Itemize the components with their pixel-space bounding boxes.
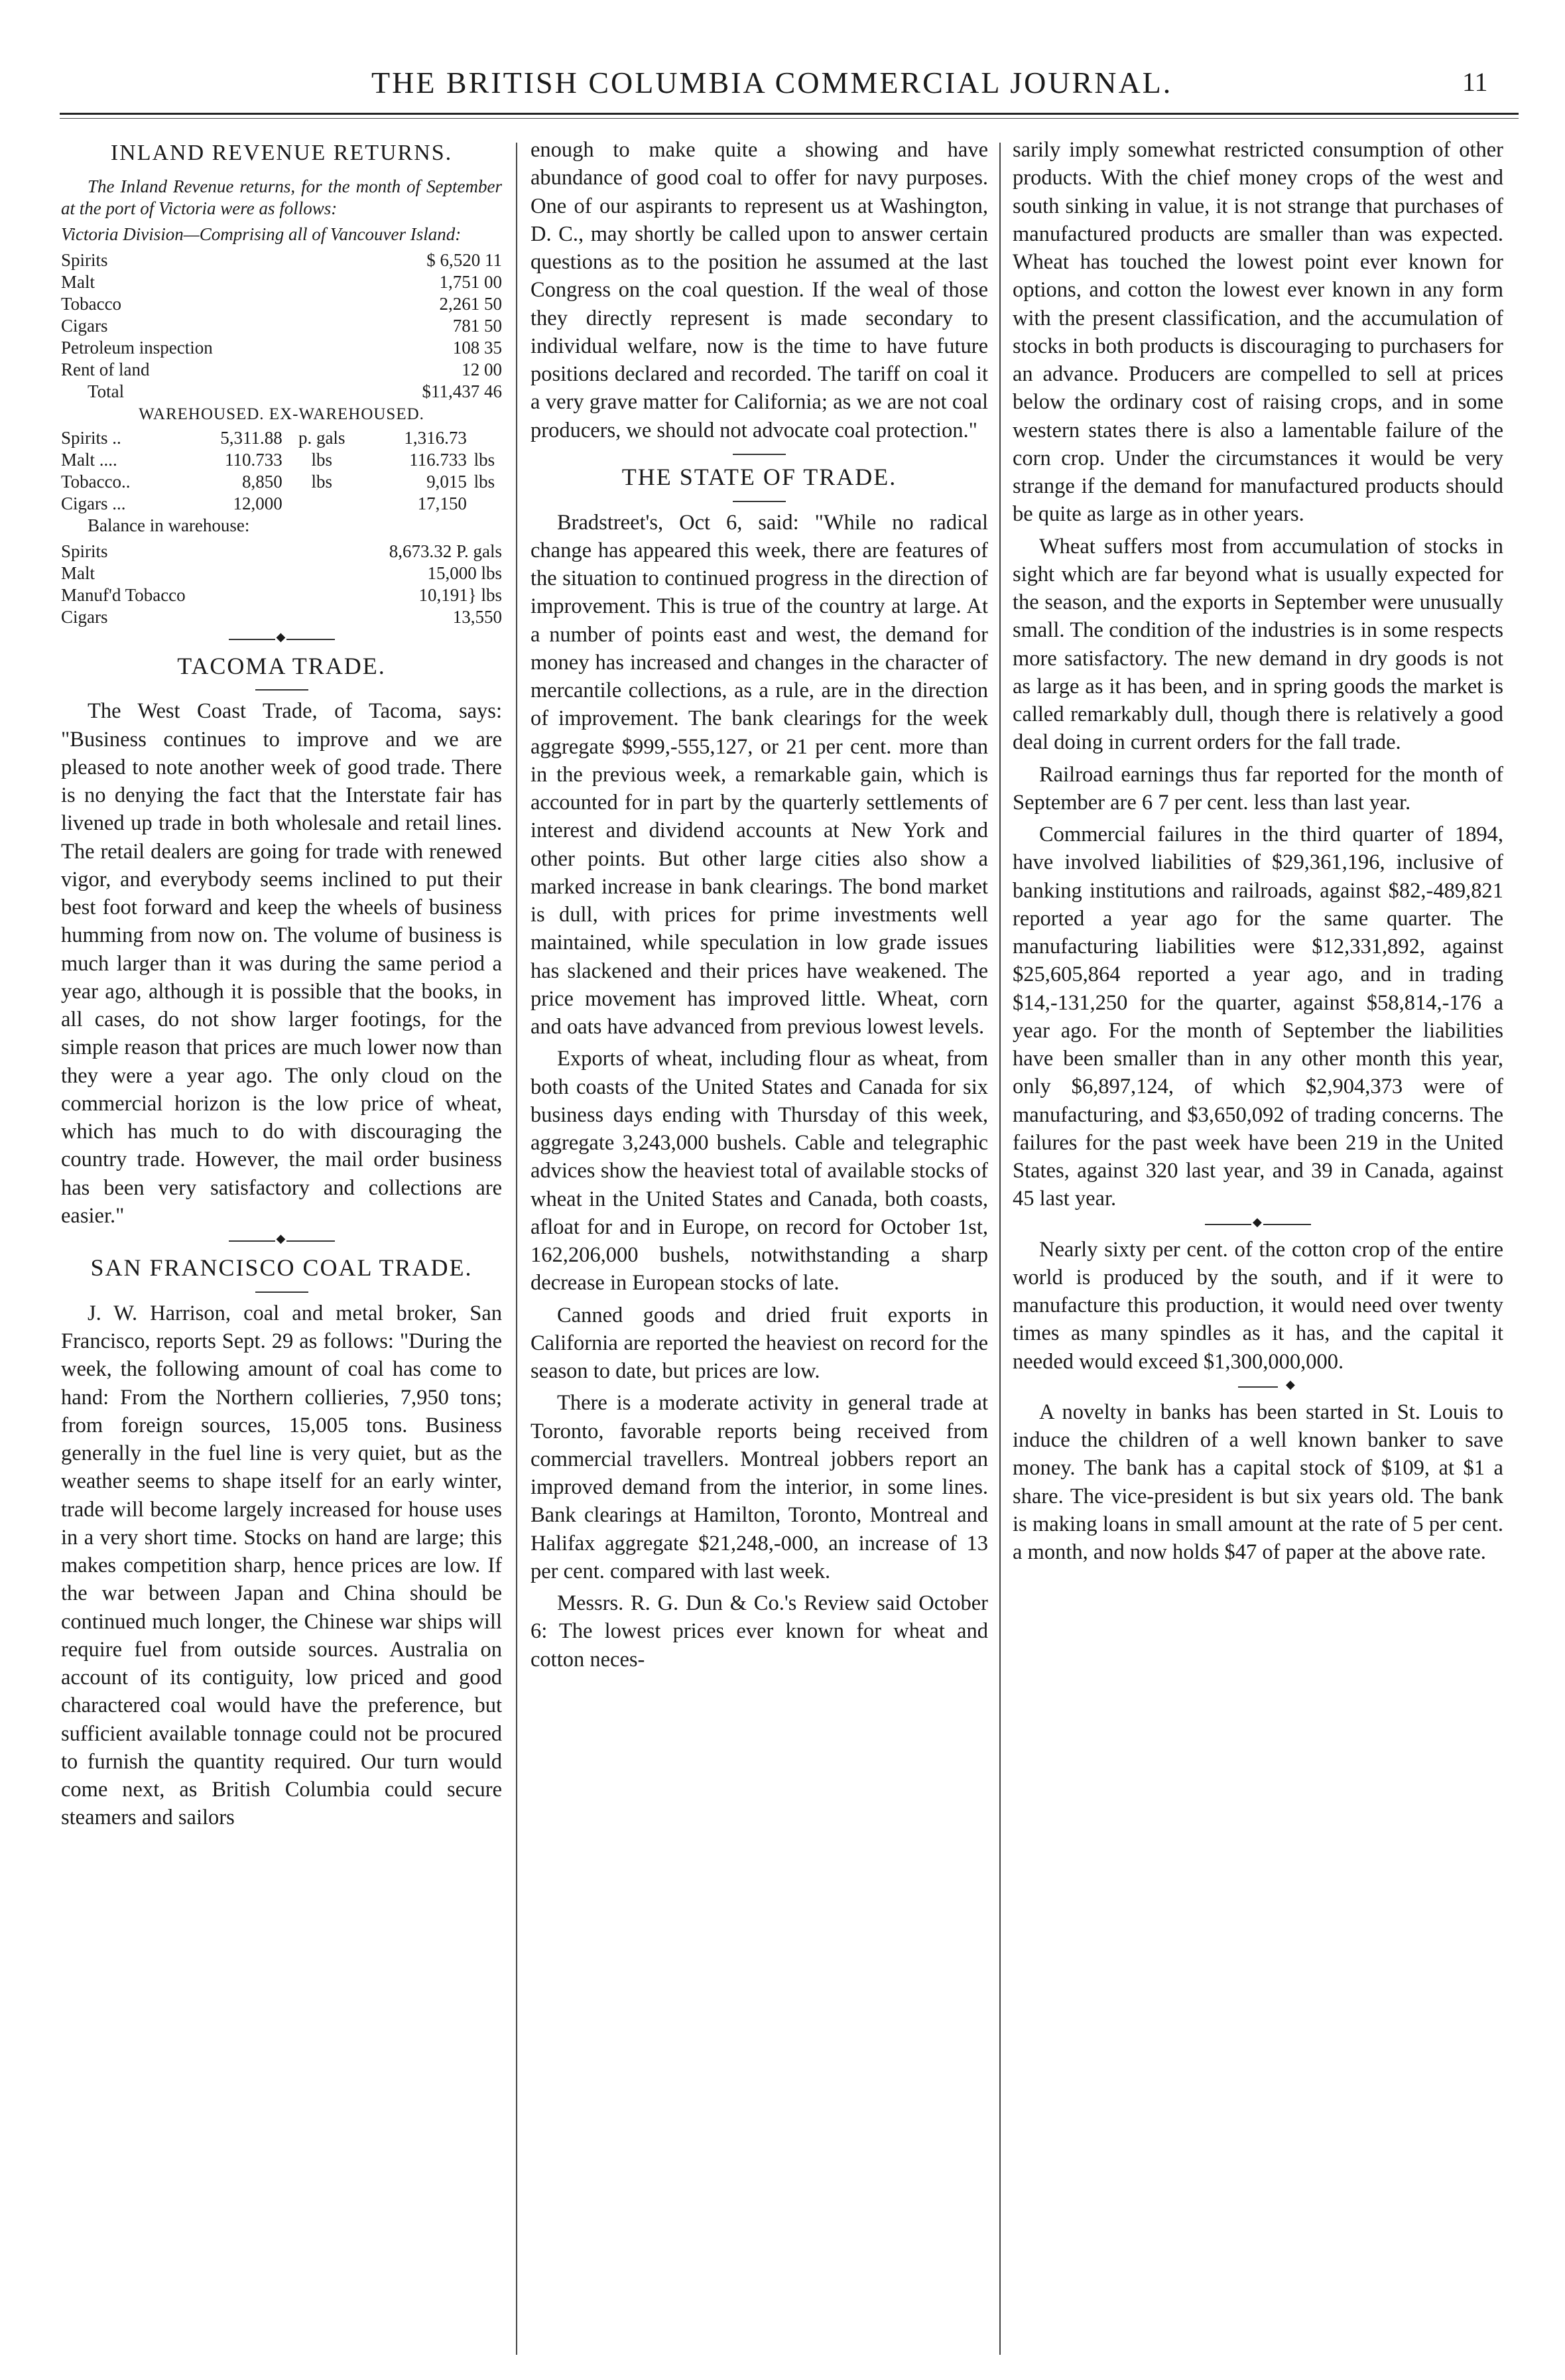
balance-label: Manuf'd Tobacco [61,584,186,605]
tacoma-trade-heading: TACOMA TRADE. [177,652,386,679]
warehoused-value: 110.733 [225,450,282,470]
trade-paragraph: sarily imply somewhat restricted consumption of other products. With the chief money crops of the west and south sinking in value, it is not strange that purchases of manufactured products are smaller than was expected. Wheat has touched the lowest point ever known for options, and cotton the lowest ever known in any form with the present classification, and the accumulation of stocks in both products is discouraging to purchasers for an advance. Producers are compelled to sell at prices below the ordinary cost of raising crops, and in some western states there is also a lamentable failure of the corn crop. Under the circumstances it would be very strange if the demand for manufactured products should be quite as large as in other years. [1013,138,1503,527]
column-1 [61,136,502,1836]
table-row [61,449,502,471]
column-2 [531,136,988,1678]
victoria-division-label: Victoria Division—Comprising all of Vancouver Island: [61,224,462,245]
ex-warehoused-value: 9,015 [426,471,467,492]
inland-revenue-heading: INLAND REVENUE RETURNS. [110,141,453,165]
balance-value: 13,550 [452,606,502,627]
state-of-trade-paragraph: Exports of wheat, including flour as wheat, from both coasts of the United States and Canada for six business days ending with Thursday of this week, aggregate 3,243,000 bushels. Cable and telegraphic advices show the heaviest total of available stocks of wheat in the United States and Canada, both coasts, afloat for and in Europe, on record for October 1st, 162,206,000 bushels, notwithstanding a sharp decrease in European stocks of late. [531,1047,988,1295]
balance-label: Spirits [61,541,108,561]
page-number: 11 [1462,67,1488,97]
ex-warehoused-unit [467,427,502,449]
warehouse-heading: WAREHOUSED. EX-WAREHOUSED. [139,405,424,423]
section-separator [1205,1224,1311,1225]
column-divider-2 [999,143,1001,2355]
table-row [61,359,502,381]
warehoused-value: 5,311.88 [220,428,282,448]
revenue-value: $ 6,520 11 [426,250,502,270]
section-separator-short [1238,1386,1278,1388]
revenue-total-label: Total [88,381,125,401]
balance-label: Malt [61,562,95,583]
heading-rule [255,689,308,691]
ex-warehoused-value: 1,316.73 [404,428,467,448]
section-separator [229,1240,335,1242]
table-row [61,584,502,606]
warehouse-table [61,427,502,515]
state-of-trade-heading: THE STATE OF TRADE. [621,463,897,490]
revenue-label: Rent of land [61,359,150,379]
revenue-label: Malt [61,271,95,292]
ex-warehoused-unit: lbs [473,471,495,492]
warehouse-item: Cigars ... [61,493,126,513]
state-of-trade-paragraph: Messrs. R. G. Dun & Co.'s Review said October 6: The lowest prices ever known for wheat and cotton neces- [531,1591,988,1672]
balance-label: Cigars [61,606,108,627]
warehoused-unit: p. gals [298,428,345,448]
table-row [61,381,502,403]
balance-table [61,541,502,628]
ex-warehoused-value: 17,150 [417,493,467,513]
coal-trade-continued: enough to make quite a showing and have abundance of good coal to offer for navy purposes. One of our aspirants to represent us at Washington, D. C., may shortly be called upon to answer certain questions as to the position he assumed at the last Congress on the coal question. If the weal of those they directly represent is made secondary to individual welfare, now is the time to have future positions declared and recorded. The tariff on coal it a very grave matter for California; as we are not coal producers, we should not advocate coal protection." [531,138,988,442]
revenue-label: Petroleum inspection [61,337,213,358]
table-row [61,493,502,515]
revenue-label: Spirits [61,250,108,270]
coal-trade-heading: SAN FRANCISCO COAL TRADE. [90,1254,473,1282]
tacoma-trade-paragraph: The West Coast Trade, of Tacoma, says: "Business continues to improve and we are pleased to note another week of good trade. There is no denying the fact that the Interstate fair has livened up trade in both wholesale and retail lines. The retail dealers are going for trade with renewed vigor, and everybody seems inclined to put their best foot forward and keep the wheels of business humming from now on. The volume of business is much larger than it was during the same period a year ago, although it is possible that the books, in all cases, do not show larger footings, for the simple reason that prices are much lower now than they were a year ago. The only cloud on the commercial horizon is the low price of wheat, which has much to do with discouraging the country trade. However, the mail order business has been very satisfactory and collections are easier." [61,699,502,1228]
header-rule-thin [60,118,1519,119]
inland-revenue-intro: The Inland Revenue returns, for the month of September at the port of Victoria were as follows: [61,176,502,219]
warehoused-unit [282,493,361,515]
table-row [61,541,502,562]
table-row [61,271,502,293]
balance-value: 10,191} lbs [418,584,502,605]
ex-warehoused-unit [467,493,502,515]
revenue-value: 12 00 [462,359,502,379]
warehoused-value: 12,000 [233,493,282,513]
state-of-trade-paragraph: Canned goods and dried fruit exports in California are reported the heaviest on record for the season to date, but prices are low. [531,1303,988,1384]
table-row [61,562,502,584]
heading-rule [733,454,786,455]
header-rule [60,113,1519,115]
page-masthead: THE BRITISH COLUMBIA COMMERCIAL JOURNAL. [371,66,1173,99]
revenue-table [61,249,502,403]
trade-paragraph: Wheat suffers most from accumulation of stocks in sight which are far beyond what is usually expected for the season, and the exports in September were unusually small. The condition of the industries is in some respects more satisfactory. The new demand in dry goods is not as large as it has been, and in spring goods the market is called remarkably dull, though there is relatively a good deal doing in current orders for the fall trade. [1013,534,1503,755]
ex-warehoused-value: 116.733 [409,450,467,470]
revenue-value: 1,751 00 [439,271,502,292]
warehoused-value: 8,850 [242,471,282,492]
revenue-total-value: $11,437 46 [422,381,502,401]
table-row [61,606,502,628]
balance-value: 8,673.32 P. gals [389,541,502,561]
table-row [61,315,502,337]
heading-rule [255,1291,308,1293]
revenue-value: 2,261 50 [439,293,502,314]
revenue-label: Cigars [61,315,108,336]
trade-paragraph: Railroad earnings thus far reported for the month of September are 6 7 per cent. less than last year. [1013,762,1503,815]
column-3 [1013,136,1503,1570]
coal-trade-paragraph: J. W. Harrison, coal and metal broker, San Francisco, reports Sept. 29 as follows: "During the week, the following amount of coal has come to hand: From the Northern collieries, 7,950 tons; from foreign sources, 15,005 tons. Business generally in the fuel line is very quiet, but as the weather seems to shape itself for an early winter, trade will become largely increased for house uses in a very short time. Stocks on hand are large; this makes competition sharp, hence prices are low. If the war between Japan and China should be continued much longer, the Chinese war ships will require fuel from outside sources. Australia on account of its contiguity, low priced and good charactered coal would have the preference, but sufficient available tonnage could not be procured to furnish the quantity required. Our turn would come next, as British Columbia could secure steamers and sailors [61,1301,502,1830]
section-separator [229,639,335,640]
revenue-value: 781 50 [452,315,502,336]
table-row [61,249,502,271]
heading-rule [733,501,786,502]
warehoused-unit: lbs [311,450,332,470]
revenue-label: Tobacco [61,293,122,314]
column-divider-1 [516,143,517,2355]
warehouse-item: Malt .... [61,450,117,470]
table-row [61,293,502,315]
warehouse-item: Tobacco.. [61,471,131,492]
trade-paragraph: Commercial failures in the third quarter of 1894, have involved liabilities of $29,361,196, inclusive of banking institutions and railroads, against $82,-489,821 reported a year ago for the same quarter. The manufacturing liabilities were $12,331,892, against $25,605,864 reported a year ago, and in trading $14,-131,250 for the quarter, against $58,814,-176 a year ago. For the month of September the liabilities have been smaller than in any other month this year, only $6,897,124, of which $2,904,373 were of manufacturing, and $3,650,092 of trading concerns. The failures for the past week have been 219 in the United States, against 320 last year, and 39 in Canada, against 45 last year. [1013,823,1503,1211]
table-row [61,337,502,359]
table-row [61,471,502,493]
state-of-trade-paragraph: Bradstreet's, Oct 6, said: "While no radical change has appeared this week, there are features of the situation to continued progress in the direction of improvement. This is true of the country at large. At a number of points east and west, the demand for money has increased and changes in the character of mercantile collections, as a rule, are in the direction of improvement. The bank clearings for the week aggregate $999,-555,127, or 21 per cent. more than in the previous week, a remarkable gain, which is accounted for in part by the quarterly settlements of interest and dividend accounts at New York and other points. But other large cities also show a marked increase in bank clearings. The bond market is dull, with prices for prime investments well maintained, while speculation in low grade issues has slackened and their prices have weakened. The price movement has improved little. Wheat, corn and oats have advanced from previous lowest levels. [531,510,988,1039]
balance-heading: Balance in warehouse: [88,515,250,535]
cotton-paragraph: Nearly sixty per cent. of the cotton crop of the entire world is produced by the south, and if it were to manufacture this production, it would need over twenty times as many spindles as it has, and the capital it needed would exceed $1,300,000,000. [1013,1237,1503,1374]
balance-value: 15,000 lbs [427,562,502,583]
revenue-value: 108 35 [452,337,502,358]
ex-warehoused-unit: lbs [473,450,495,470]
warehoused-unit: lbs [311,471,332,492]
bank-novelty-paragraph: A novelty in banks has been started in St. Louis to induce the children of a well known banker to save money. The bank has a capital stock of $109, at $1 a share. The vice-president is but six years old. The bank is making loans in small amount at the rate of 5 per cent. a month, and now holds $47 of paper at the above rate. [1013,1400,1503,1564]
warehouse-item: Spirits .. [61,428,121,448]
table-row [61,427,502,449]
state-of-trade-paragraph: There is a moderate activity in general trade at Toronto, favorable reports being received from commercial travellers. Montreal jobbers report an improved demand from the interior, in some lines. Bank clearings at Hamilton, Toronto, Montreal and Halifax aggregate $21,248,-000, an increase of 13 per cent. compared with last week. [531,1391,988,1583]
